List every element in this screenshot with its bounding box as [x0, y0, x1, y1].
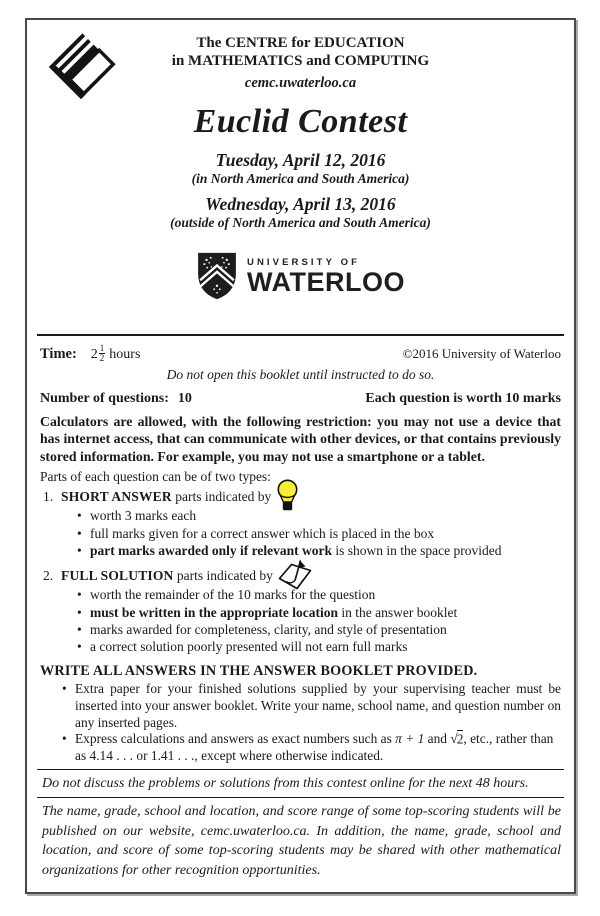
uw-wordmark-large: WATERLOO — [247, 266, 405, 297]
website-url: cemc.uwaterloo.ca — [244, 75, 357, 91]
contest-title: Euclid Contest — [193, 103, 408, 140]
bullet-item: • marks awarded for completeness, clarity, and style of presentation — [90, 621, 561, 638]
time-row — [40, 344, 561, 364]
divider-top — [37, 334, 564, 336]
org-name-line-2: in MATHEMATICS and COMPUTING — [171, 53, 430, 69]
date-region-note: (in North America and South America) — [191, 171, 410, 186]
marks-note: Each question is worth 10 marks — [365, 390, 561, 406]
booklet-warning: Do not open this booklet until instructed to do so. — [166, 366, 435, 382]
divider-discuss-top — [37, 769, 564, 770]
item-number: 2. — [43, 568, 54, 584]
contest-date: Wednesday, April 13, 2016 — [205, 194, 396, 214]
calculator-restrictions: Calculators are allowed, with the following restriction: you may not use a device that has internet access, that can communicate with other devices, or that contains previously stored information. For example, you may not use a smartphone or a tablet. — [40, 413, 561, 464]
questions-label: Number of questions: — [40, 390, 169, 406]
short-answer-title: SHORT ANSWER — [61, 489, 172, 505]
bullet-item: • full marks given for a correct answer which is placed in the box — [90, 525, 561, 542]
question-type-full-solution — [40, 567, 561, 584]
masthead — [40, 20, 561, 92]
discuss-restriction-note: Do not discuss the problems or solutions from this contest online for the next 48 hours. — [42, 776, 529, 792]
time-value: 2 $\frac{1}{2}$ hours — [90, 343, 141, 364]
questions-row — [40, 390, 561, 408]
item-number: 1. — [43, 489, 54, 505]
bullet-item: • part marks awarded only if relevant work is shown in the space provided — [90, 542, 561, 559]
date-region-note: (outside of North America and South America) — [170, 215, 431, 230]
copyright-notice: ©2016 University of Waterloo — [402, 346, 561, 362]
bullet-exact-numbers: • Express calculations and answers as exact numbers such as π + 1 and √2, etc., rather than as 4.14 . . . or 1.41 . . ., except where otherwise indicated. — [75, 731, 561, 764]
parts-intro: Parts of each question can be of two types: — [40, 469, 271, 485]
bullet-item: • worth the remainder of the 10 marks for the question — [90, 586, 561, 603]
uw-shield-icon — [196, 250, 238, 302]
contest-cover-page — [25, 18, 576, 894]
item-suffix: parts indicated by — [171, 489, 272, 505]
time-info — [40, 344, 140, 364]
questions-count: 10 — [177, 390, 192, 406]
university-logo — [40, 247, 561, 305]
privacy-publication-note: The name, grade, school and location, and score range of some top-scoring students will be published on our website, cemc.uwaterloo.ca. In addition, the name, grade, school and location, and score of some top-scoring students may be shared with other mathematical organizations for other recognition opportunities. — [42, 804, 561, 878]
org-name-line-1: The CENTRE for EDUCATION — [196, 35, 405, 51]
date-block-international — [40, 194, 561, 230]
bullet-item: • must be written in the appropriate location in the answer booklet — [90, 604, 561, 621]
bullet-item: • worth 3 marks each — [90, 507, 561, 524]
questions-count-group — [40, 390, 192, 408]
bullet-item: • a correct solution poorly presented will not earn full marks — [90, 638, 561, 655]
answer-booklet-bullets — [40, 681, 561, 764]
cemc-diamond-logo-icon — [46, 31, 116, 103]
uw-wordmark-small: UNIVERSITY OF — [247, 256, 360, 268]
contest-date: Tuesday, April 12, 2016 — [215, 150, 386, 170]
sqrt-two-expression: √2 — [450, 731, 464, 747]
full-solution-title: FULL SOLUTION — [61, 568, 174, 584]
divider-discuss-bottom — [37, 797, 564, 798]
mixed-fraction: $\frac{1}{2}$ — [99, 343, 105, 364]
full-solution-bullets — [40, 586, 561, 655]
time-label: Time: — [40, 346, 77, 363]
short-answer-bullets — [40, 507, 561, 559]
bullet-extra-paper: • Extra paper for your finished solutions supplied by your supervising teacher must be inserted into your answer booklet. Write your name, school name, and question number on any inserted pages. — [75, 681, 561, 731]
question-type-short-answer — [40, 488, 561, 505]
write-all-answers-heading: WRITE ALL ANSWERS IN THE ANSWER BOOKLET PROVIDED. — [40, 663, 478, 680]
item-suffix: parts indicated by — [173, 568, 273, 584]
math-pi-expression: π + 1 — [395, 731, 425, 747]
date-block-americas — [40, 150, 561, 186]
uw-wordmark — [247, 257, 405, 296]
